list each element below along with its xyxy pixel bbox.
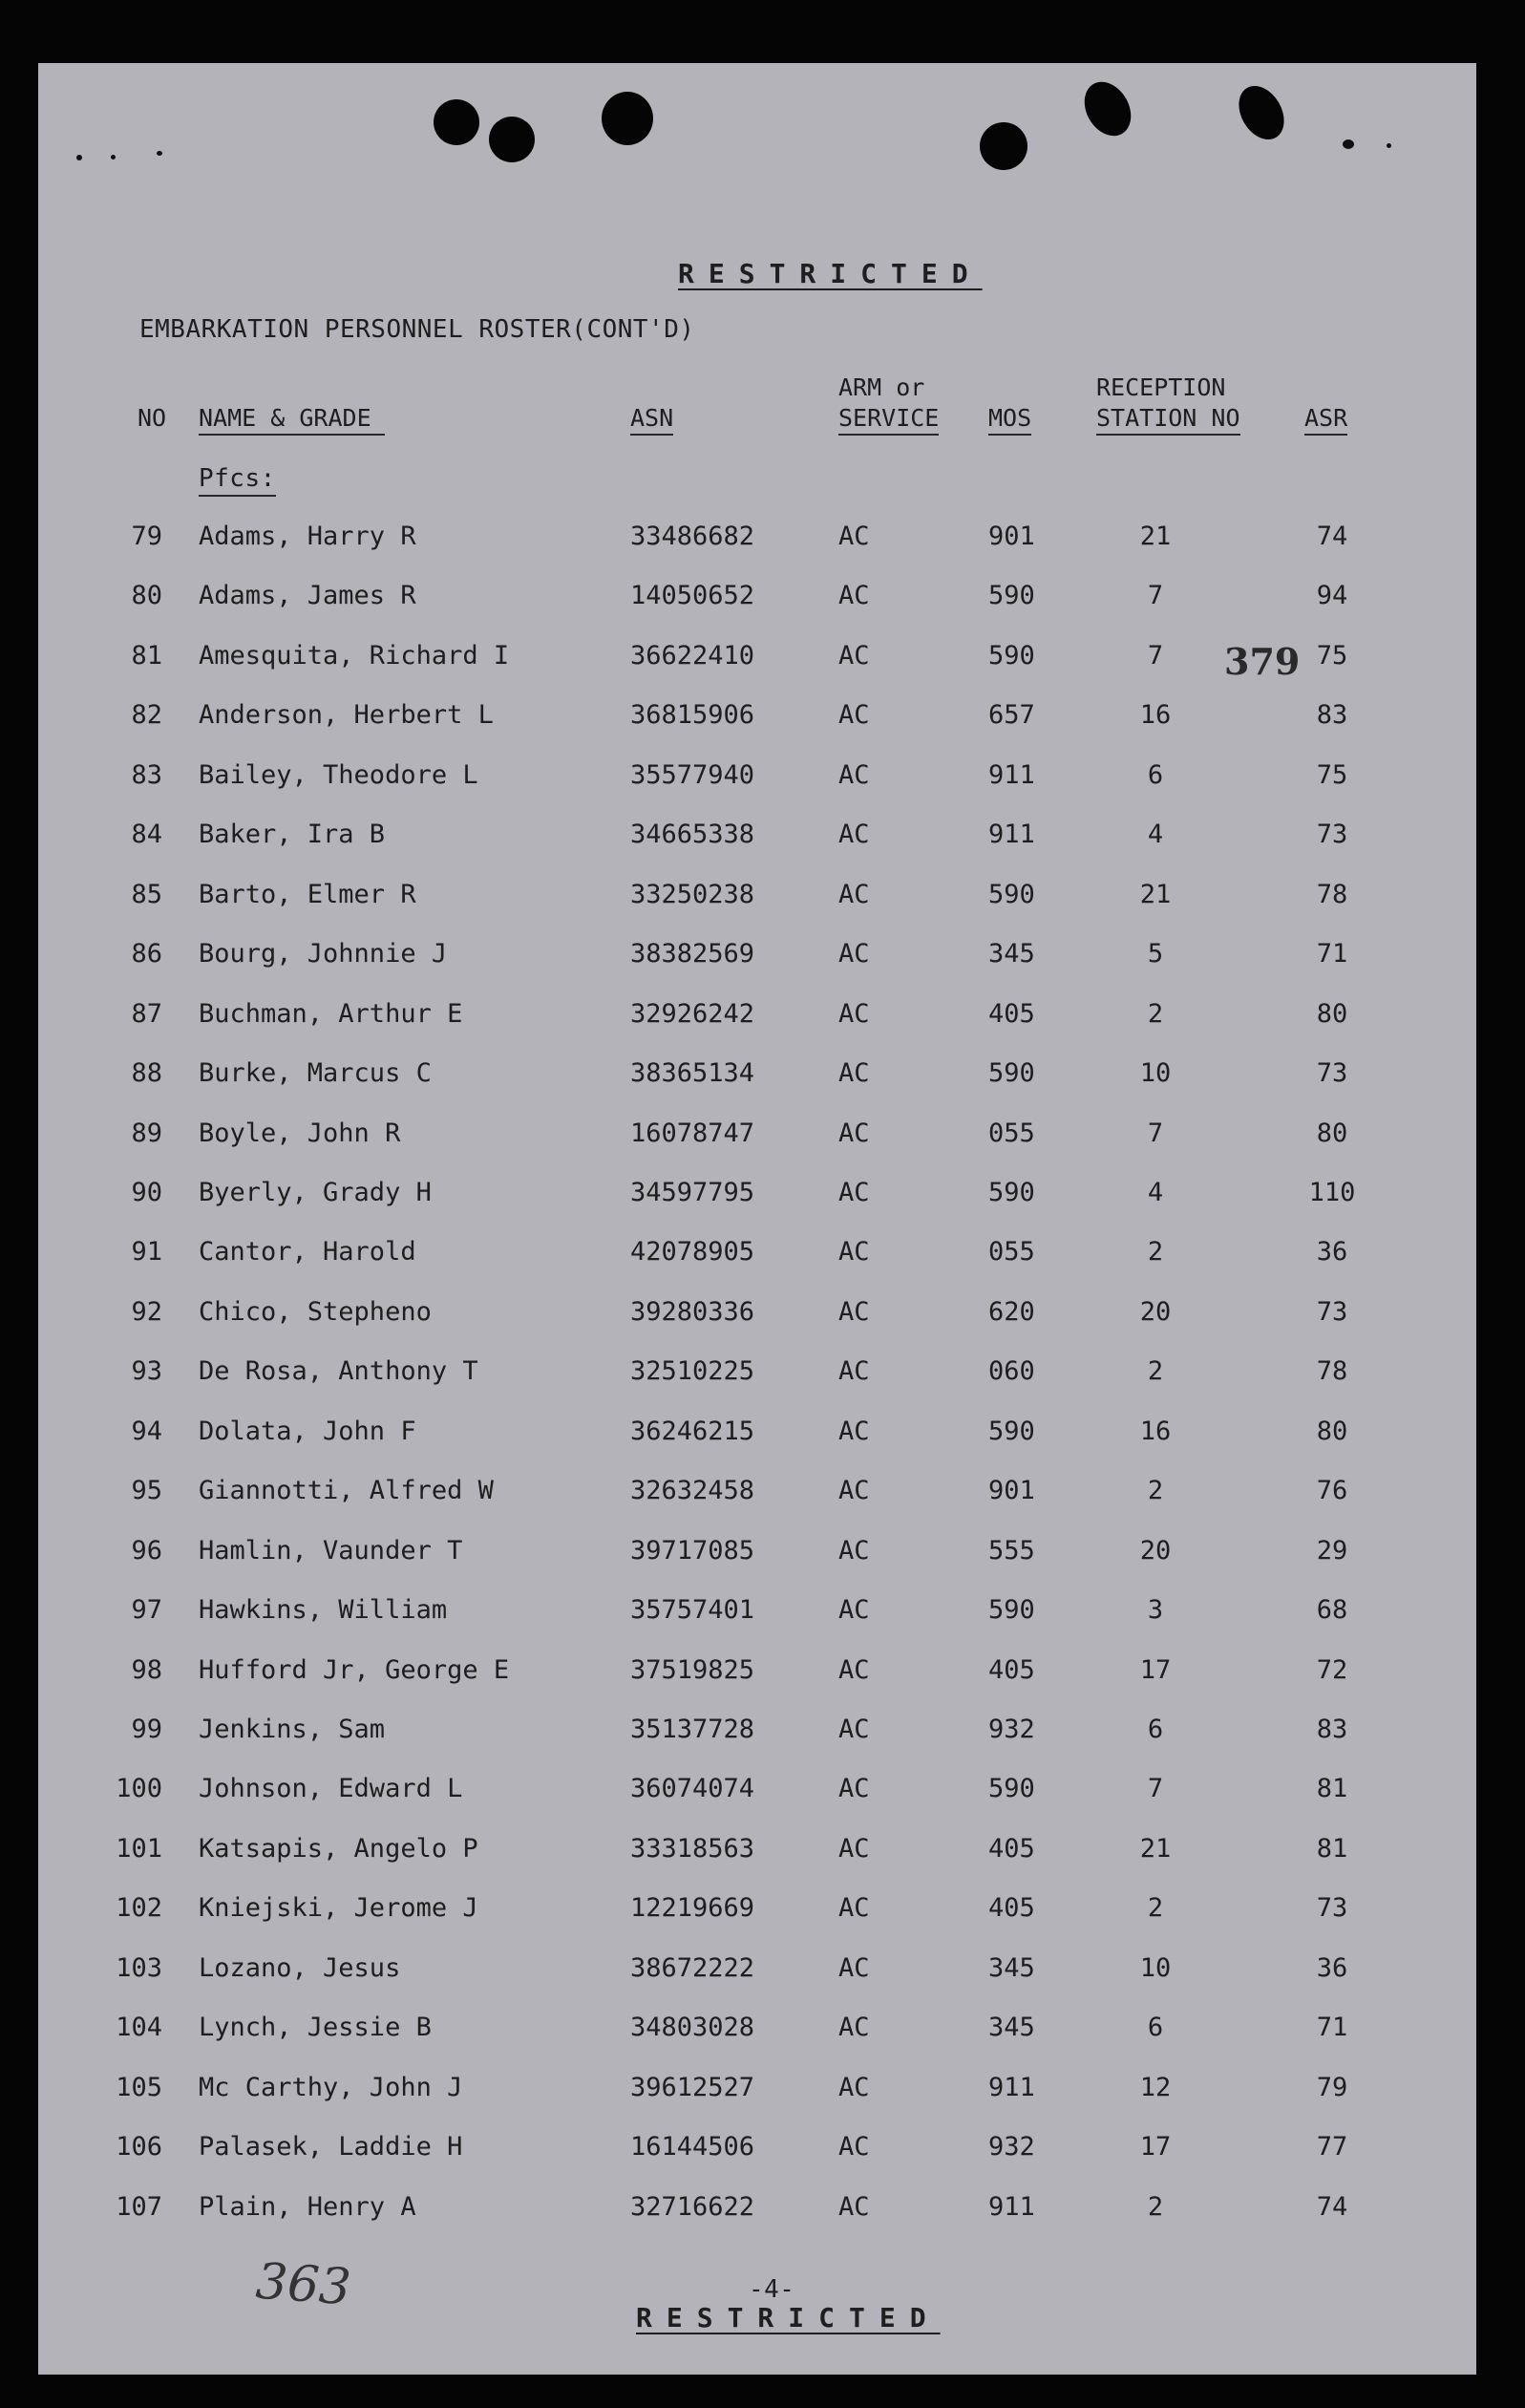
table-row — [38, 1834, 1476, 1882]
cell-name-grade: Kniejski, Jerome J — [199, 1893, 478, 1924]
cell-asn: 34597795 — [630, 1177, 755, 1207]
cell-reception-station: 16 — [1139, 700, 1172, 731]
cell-name-grade: Adams, Harry R — [199, 522, 416, 551]
table-row — [38, 1119, 1476, 1166]
table-row — [38, 1476, 1476, 1524]
table-row — [38, 1536, 1476, 1584]
cell-name-grade: Adams, James R — [199, 581, 416, 611]
cell-row-number: 101 — [116, 1833, 162, 1864]
cell-reception-station: 5 — [1147, 939, 1164, 970]
punch-hole — [980, 122, 1027, 170]
cell-asr: 73 — [1316, 1058, 1348, 1089]
cell-asr: 80 — [1316, 1118, 1348, 1148]
punch-hole — [434, 99, 479, 145]
cell-asn: 38672222 — [630, 1952, 755, 1983]
cell-arm-service: AC — [838, 522, 870, 551]
cell-mos: 901 — [988, 1476, 1035, 1506]
cell-mos: 911 — [988, 2072, 1035, 2102]
cell-arm-service: AC — [838, 998, 870, 1029]
cell-asr: 74 — [1316, 2191, 1348, 2222]
cell-asr: 73 — [1316, 1296, 1348, 1327]
cell-reception-station: 12 — [1139, 2072, 1172, 2102]
cell-mos: 657 — [988, 700, 1035, 731]
cell-reception-station: 3 — [1147, 1595, 1164, 1626]
grade-heading: Pfcs: — [199, 464, 276, 493]
cell-name-grade: Baker, Ira B — [199, 820, 386, 850]
cell-asr: 71 — [1316, 2013, 1348, 2043]
cell-asr: 36 — [1316, 1237, 1348, 1268]
cell-asn: 36622410 — [630, 640, 755, 671]
cell-arm-service: AC — [838, 1237, 870, 1268]
cell-asr: 81 — [1316, 1833, 1348, 1864]
cell-arm-service: AC — [838, 759, 870, 790]
cell-row-number: 84 — [131, 820, 162, 850]
cell-row-number: 79 — [131, 522, 162, 551]
cell-mos: 590 — [988, 581, 1035, 611]
cell-mos: 901 — [988, 522, 1035, 551]
cell-asn: 12219669 — [630, 1893, 755, 1924]
cell-asr: 78 — [1316, 1356, 1348, 1387]
table-row — [38, 939, 1476, 987]
cell-name-grade: Johnson, Edward L — [199, 1774, 463, 1804]
cell-name-grade: Amesquita, Richard I — [199, 640, 510, 671]
cell-name-grade: Hamlin, Vaunder T — [199, 1535, 463, 1566]
cell-asn: 32632458 — [630, 1476, 755, 1506]
cell-arm-service: AC — [838, 1595, 870, 1626]
cell-reception-station: 7 — [1147, 1774, 1164, 1804]
table-row — [38, 1237, 1476, 1285]
cell-mos: 590 — [988, 1416, 1035, 1446]
cell-mos: 345 — [988, 939, 1035, 970]
cell-name-grade: Palasek, Laddie H — [199, 2132, 463, 2163]
cell-name-grade: De Rosa, Anthony T — [199, 1356, 478, 1387]
cell-asr: 78 — [1316, 879, 1348, 909]
cell-row-number: 103 — [116, 1952, 162, 1983]
cell-name-grade: Buchman, Arthur E — [199, 998, 463, 1029]
table-row — [38, 522, 1476, 569]
cell-row-number: 90 — [131, 1177, 162, 1207]
cell-asn: 34665338 — [630, 820, 755, 850]
cell-row-number: 88 — [131, 1058, 162, 1089]
cell-mos: 911 — [988, 2191, 1035, 2222]
cell-reception-station: 2 — [1147, 1356, 1164, 1387]
cell-row-number: 89 — [131, 1118, 162, 1148]
cell-asr: 74 — [1316, 522, 1348, 551]
cell-arm-service: AC — [838, 1952, 870, 1983]
cell-arm-service: AC — [838, 700, 870, 731]
cell-mos: 590 — [988, 879, 1035, 909]
cell-reception-station: 7 — [1147, 581, 1164, 611]
cell-arm-service: AC — [838, 581, 870, 611]
cell-row-number: 105 — [116, 2072, 162, 2102]
cell-mos: 405 — [988, 1654, 1035, 1685]
punch-hole — [1075, 74, 1140, 144]
speck — [76, 155, 82, 160]
cell-name-grade: Hawkins, William — [199, 1595, 448, 1626]
speck — [1343, 139, 1354, 149]
cell-asr: 110 — [1308, 1177, 1356, 1207]
cell-arm-service: AC — [838, 1356, 870, 1387]
cell-arm-service: AC — [838, 1715, 870, 1744]
cell-asn: 32926242 — [630, 998, 755, 1029]
cell-arm-service: AC — [838, 2132, 870, 2163]
cell-arm-service: AC — [838, 1296, 870, 1327]
cell-reception-station: 10 — [1139, 1058, 1172, 1089]
cell-arm-service: AC — [838, 1774, 870, 1804]
cell-row-number: 106 — [116, 2132, 162, 2163]
cell-asn: 33486682 — [630, 522, 755, 551]
cell-asn: 33250238 — [630, 879, 755, 909]
cell-asr: 75 — [1316, 759, 1348, 790]
cell-asr: 73 — [1316, 820, 1348, 850]
cell-mos: 911 — [988, 820, 1035, 850]
cell-mos: 055 — [988, 1118, 1035, 1148]
cell-reception-station: 10 — [1139, 1952, 1172, 1983]
cell-asn: 37519825 — [630, 1654, 755, 1685]
cell-name-grade: Bourg, Johnnie J — [199, 939, 448, 970]
table-row — [38, 1058, 1476, 1106]
cell-name-grade: Byerly, Grady H — [199, 1177, 432, 1207]
cell-asr: 77 — [1316, 2132, 1348, 2163]
cell-reception-station: 2 — [1147, 998, 1164, 1029]
cell-arm-service: AC — [838, 820, 870, 850]
table-row — [38, 1893, 1476, 1941]
cell-name-grade: Dolata, John F — [199, 1416, 416, 1446]
cell-name-grade: Barto, Elmer R — [199, 879, 416, 909]
cell-name-grade: Cantor, Harold — [199, 1237, 416, 1268]
cell-mos: 911 — [988, 759, 1035, 790]
cell-reception-station: 6 — [1147, 1715, 1164, 1744]
cell-asn: 14050652 — [630, 581, 755, 611]
cell-row-number: 97 — [131, 1595, 162, 1626]
punch-hole — [489, 117, 535, 162]
cell-name-grade: Lozano, Jesus — [199, 1952, 401, 1983]
cell-asr: 36 — [1316, 1952, 1348, 1983]
cell-row-number: 87 — [131, 998, 162, 1029]
cell-name-grade: Plain, Henry A — [199, 2191, 416, 2222]
column-header-no: NO — [138, 404, 167, 432]
cell-asn: 33318563 — [630, 1833, 755, 1864]
cell-asn: 35757401 — [630, 1595, 755, 1626]
cell-name-grade: Anderson, Herbert L — [199, 700, 494, 731]
cell-row-number: 91 — [131, 1237, 162, 1268]
cell-row-number: 98 — [131, 1654, 162, 1685]
table-row — [38, 2132, 1476, 2180]
cell-asn: 39612527 — [630, 2072, 755, 2102]
cell-reception-station: 6 — [1147, 2013, 1164, 2043]
cell-row-number: 92 — [131, 1296, 162, 1327]
table-row — [38, 1595, 1476, 1643]
cell-row-number: 104 — [116, 2013, 162, 2043]
cell-mos: 590 — [988, 1595, 1035, 1626]
cell-asn: 36246215 — [630, 1416, 755, 1446]
column-header-asn: ASN — [630, 403, 673, 434]
cell-asr: 71 — [1316, 939, 1348, 970]
handwritten-number: 363 — [254, 2252, 353, 2317]
cell-reception-station: 2 — [1147, 1893, 1164, 1924]
cell-asn: 36815906 — [630, 700, 755, 731]
cell-reception-station: 7 — [1147, 1118, 1164, 1148]
cell-mos: 060 — [988, 1356, 1035, 1387]
cell-mos: 590 — [988, 1177, 1035, 1207]
cell-asr: 76 — [1316, 1476, 1348, 1506]
cell-mos: 405 — [988, 998, 1035, 1029]
cell-arm-service: AC — [838, 879, 870, 909]
cell-row-number: 85 — [131, 879, 162, 909]
cell-reception-station: 17 — [1139, 2132, 1172, 2163]
cell-asr: 79 — [1316, 2072, 1348, 2102]
table-row — [38, 1178, 1476, 1225]
cell-arm-service: AC — [838, 1476, 870, 1506]
cell-mos: 932 — [988, 1715, 1035, 1744]
table-row — [38, 1953, 1476, 2001]
cell-asn: 34803028 — [630, 2013, 755, 2043]
column-header-mos: MOS — [988, 403, 1031, 434]
cell-asn: 39280336 — [630, 1296, 755, 1327]
cell-row-number: 99 — [131, 1715, 162, 1744]
cell-reception-station: 21 — [1139, 879, 1172, 909]
roster-title: EMBARKATION PERSONNEL ROSTER(CONT'D) — [139, 315, 695, 344]
punch-hole — [1230, 78, 1293, 148]
cell-reception-station: 2 — [1147, 2191, 1164, 2222]
table-row — [38, 880, 1476, 927]
cell-mos: 932 — [988, 2132, 1035, 2163]
cell-mos: 555 — [988, 1535, 1035, 1566]
cell-asn: 35137728 — [630, 1715, 755, 1744]
cell-asn: 42078905 — [630, 1237, 755, 1268]
cell-asr: 83 — [1316, 1715, 1348, 1744]
cell-asn: 35577940 — [630, 759, 755, 790]
cell-name-grade: Boyle, John R — [199, 1118, 401, 1148]
cell-name-grade: Lynch, Jessie B — [199, 2013, 432, 2043]
cell-asn: 16144506 — [630, 2132, 755, 2163]
cell-name-grade: Hufford Jr, George E — [199, 1654, 510, 1685]
roster-page — [38, 63, 1476, 2375]
column-header-arm: ARM or SERVICE — [838, 373, 939, 434]
cell-arm-service: AC — [838, 1416, 870, 1446]
cell-asr: 80 — [1316, 998, 1348, 1029]
cell-arm-service: AC — [838, 1058, 870, 1089]
cell-row-number: 96 — [131, 1535, 162, 1566]
classification-header: RESTRICTED — [678, 258, 983, 289]
cell-reception-station: 6 — [1147, 759, 1164, 790]
cell-reception-station: 17 — [1139, 1654, 1172, 1685]
cell-arm-service: AC — [838, 640, 870, 671]
cell-reception-station: 21 — [1139, 522, 1172, 551]
cell-asr: 72 — [1316, 1654, 1348, 1685]
cell-arm-service: AC — [838, 1893, 870, 1924]
cell-arm-service: AC — [838, 2013, 870, 2043]
table-row — [38, 2073, 1476, 2120]
cell-row-number: 81 — [131, 640, 162, 671]
cell-asn: 36074074 — [630, 1774, 755, 1804]
cell-row-number: 86 — [131, 939, 162, 970]
cell-arm-service: AC — [838, 2072, 870, 2102]
cell-mos: 345 — [988, 1952, 1035, 1983]
cell-mos: 055 — [988, 1237, 1035, 1268]
classification-footer: RESTRICTED — [636, 2302, 941, 2333]
cell-arm-service: AC — [838, 1535, 870, 1566]
table-row — [38, 1417, 1476, 1464]
cell-asr: 29 — [1316, 1535, 1348, 1566]
cell-reception-station: 16 — [1139, 1416, 1172, 1446]
cell-reception-station: 2 — [1147, 1237, 1164, 1268]
table-row — [38, 2013, 1476, 2060]
cell-mos: 590 — [988, 640, 1035, 671]
cell-reception-station: 20 — [1139, 1296, 1172, 1327]
cell-name-grade: Bailey, Theodore L — [199, 759, 478, 790]
cell-asr: 83 — [1316, 700, 1348, 731]
cell-mos: 590 — [988, 1774, 1035, 1804]
table-row — [38, 1774, 1476, 1822]
cell-name-grade: Chico, Stepheno — [199, 1296, 432, 1327]
cell-row-number: 83 — [131, 759, 162, 790]
cell-mos: 345 — [988, 2013, 1035, 2043]
cell-mos: 405 — [988, 1893, 1035, 1924]
cell-arm-service: AC — [838, 939, 870, 970]
cell-row-number: 102 — [116, 1893, 162, 1924]
cell-reception-station: 2 — [1147, 1476, 1164, 1506]
table-row — [38, 2192, 1476, 2240]
cell-reception-station: 4 — [1147, 1177, 1164, 1207]
cell-asn: 16078747 — [630, 1118, 755, 1148]
cell-row-number: 94 — [131, 1416, 162, 1446]
cell-mos: 620 — [988, 1296, 1035, 1327]
cell-mos: 590 — [988, 1058, 1035, 1089]
table-row — [38, 1655, 1476, 1703]
column-header-asr: ASR — [1304, 403, 1347, 434]
cell-asn: 32510225 — [630, 1356, 755, 1387]
table-row — [38, 581, 1476, 629]
cell-name-grade: Katsapis, Angelo P — [199, 1833, 478, 1864]
cell-row-number: 95 — [131, 1476, 162, 1506]
cell-name-grade: Jenkins, Sam — [199, 1715, 386, 1744]
cell-asr: 73 — [1316, 1893, 1348, 1924]
cell-arm-service: AC — [838, 1118, 870, 1148]
cell-asr: 94 — [1316, 581, 1348, 611]
table-row — [38, 1356, 1476, 1404]
column-header-reception: RECEPTION STATION NO — [1096, 373, 1240, 434]
cell-name-grade: Mc Carthy, John J — [199, 2072, 463, 2102]
cell-asr: 81 — [1316, 1774, 1348, 1804]
table-row — [38, 700, 1476, 748]
cell-asr: 68 — [1316, 1595, 1348, 1626]
table-row — [38, 820, 1476, 867]
cell-asn: 38382569 — [630, 939, 755, 970]
cell-row-number: 93 — [131, 1356, 162, 1387]
speck — [111, 155, 116, 160]
cell-reception-station: 4 — [1147, 820, 1164, 850]
page-number: -4- — [749, 2275, 795, 2304]
table-row — [38, 999, 1476, 1047]
table-row — [38, 1715, 1476, 1762]
speck — [1387, 143, 1391, 148]
cell-asr: 80 — [1316, 1416, 1348, 1446]
cell-reception-station: 21 — [1139, 1833, 1172, 1864]
cell-row-number: 107 — [116, 2191, 162, 2222]
table-row — [38, 760, 1476, 808]
cell-arm-service: AC — [838, 2191, 870, 2222]
cell-arm-service: AC — [838, 1833, 870, 1864]
cell-name-grade: Burke, Marcus C — [199, 1058, 432, 1089]
cell-reception-station: 20 — [1139, 1535, 1172, 1566]
speck — [157, 151, 162, 156]
cell-arm-service: AC — [838, 1177, 870, 1207]
cell-row-number: 100 — [116, 1774, 162, 1804]
cell-arm-service: AC — [838, 1654, 870, 1685]
table-row — [38, 1297, 1476, 1345]
cell-row-number: 82 — [131, 700, 162, 731]
stamped-number: 379 — [1224, 640, 1301, 683]
cell-reception-station: 7 — [1147, 640, 1164, 671]
cell-asr: 75 — [1316, 640, 1348, 671]
cell-mos: 405 — [988, 1833, 1035, 1864]
column-header-name: NAME & GRADE — [199, 403, 385, 434]
cell-asn: 39717085 — [630, 1535, 755, 1566]
cell-row-number: 80 — [131, 581, 162, 611]
cell-asn: 38365134 — [630, 1058, 755, 1089]
cell-asn: 32716622 — [630, 2191, 755, 2222]
punch-hole — [602, 92, 653, 145]
cell-name-grade: Giannotti, Alfred W — [199, 1476, 494, 1506]
